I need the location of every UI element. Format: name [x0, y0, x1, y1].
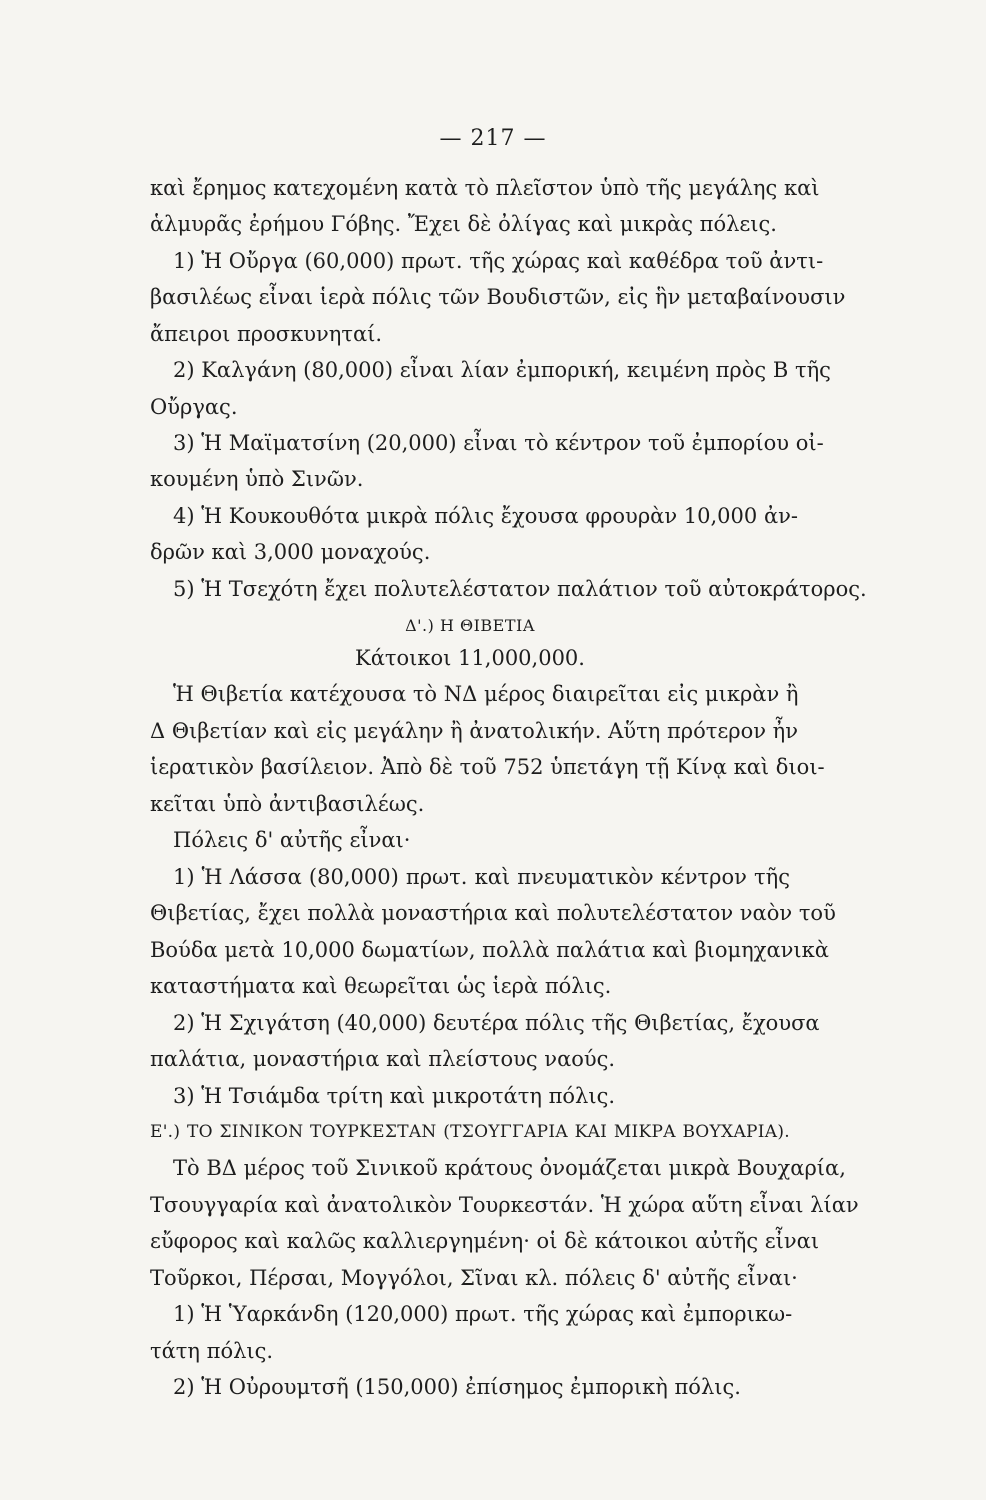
page-number: — 217 — [439, 126, 547, 151]
text-line: 4) Ἡ Κουκουθότα μικρὰ πόλις ἔχουσα φρουρὰν 10,000 ἀν- [173, 504, 798, 528]
population-line: Κάτοικοι 11,000,000. [355, 646, 585, 670]
text-line: 3) Ἡ Μαϊματσίνη (20,000) εἶναι τὸ κέντρον τοῦ ἐμπορίου οἰ- [173, 431, 824, 455]
text-line: ἄπειροι προσκυνηταί. [150, 322, 383, 346]
section-heading-tibet: Δ'.) Η ΘΙΒΕΤΙΑ [405, 616, 535, 635]
text-line: Τοῦρκοι, Πέρσαι, Μογγόλοι, Σῖναι κλ. πόλεις δ' αὐτῆς εἶναι· [150, 1266, 798, 1290]
text-line: 2) Ἡ Σχιγάτση (40,000) δευτέρα πόλις τῆς Θιβετίας, ἔχουσα [173, 1011, 820, 1035]
text-line: παλάτια, μοναστήρια καὶ πλείστους ναούς. [150, 1047, 616, 1071]
text-line: 5) Ἡ Τσεχότη ἔχει πολυτελέστατον παλάτιον τοῦ αὐτοκράτορος. [173, 577, 867, 601]
text-line: ἁλμυρᾶς ἐρήμου Γόβης. Ἔχει δὲ ὀλίγας καὶ μικρὰς πόλεις. [150, 212, 777, 236]
text-line: 2) Ἡ Οὐρουμτσῆ (150,000) ἐπίσημος ἐμπορικὴ πόλις. [173, 1375, 741, 1399]
text-line: εὔφορος καὶ καλῶς καλλιεργημένη· οἱ δὲ κάτοικοι αὐτῆς εἶναι [150, 1229, 820, 1253]
text-line: Ἡ Θιβετία κατέχουσα τὸ ΝΔ μέρος διαιρεῖται εἰς μικρὰν ἢ [173, 682, 799, 706]
text-line: καὶ ἔρημος κατεχομένη κατὰ τὸ πλεῖστον ὑπὸ τῆς μεγάλης καὶ [150, 176, 820, 200]
text-line: δρῶν καὶ 3,000 μοναχούς. [150, 540, 431, 564]
text-line: καταστήματα καὶ θεωρεῖται ὡς ἱερὰ πόλις. [150, 974, 612, 998]
text-line: Οὔργας. [150, 395, 238, 419]
section-heading-turkestan: Ε'.) ΤΟ ΣΙΝΙΚΟΝ ΤΟΥΡΚΕΣΤΑΝ (ΤΣΟΥΓΓΑΡΙΑ ΚΑΙ ΜΙΚΡΑ ΒΟΥΧΑΡΙΑ). [150, 1122, 790, 1142]
text-line: 2) Καλγάνη (80,000) εἶναι λίαν ἐμπορική, κειμένη πρὸς Β τῆς [173, 358, 831, 382]
text-line: Τσουγγαρία καὶ ἀνατολικὸν Τουρκεστάν. Ἡ χώρα αὕτη εἶναι λίαν [150, 1193, 859, 1217]
text-line: 1) Ἡ Λάσσα (80,000) πρωτ. καὶ πνευματικὸν κέντρον τῆς [173, 865, 790, 889]
text-line: Βούδα μετὰ 10,000 δωματίων, πολλὰ παλάτια καὶ βιομηχανικὰ [150, 938, 829, 962]
text-line: βασιλέως εἶναι ἱερὰ πόλις τῶν Βουδιστῶν, εἰς ἣν μεταβαίνουσιν [150, 285, 846, 309]
text-line: Πόλεις δ' αὐτῆς εἶναι· [173, 828, 411, 852]
text-line: Δ Θιβετίαν καὶ εἰς μεγάλην ἢ ἀνατολικήν. Αὕτη πρότερον ἦν [150, 719, 799, 743]
text-line: ἱερατικὸν βασίλειον. Ἀπὸ δὲ τοῦ 752 ὑπετάγη τῇ Κίνᾳ καὶ διοι- [150, 755, 825, 779]
text-line: 1) Ἡ Ὑαρκάνδη (120,000) πρωτ. τῆς χώρας καὶ ἐμπορικω- [173, 1302, 793, 1326]
text-line: κουμένη ὑπὸ Σινῶν. [150, 467, 364, 491]
text-line: κεῖται ὑπὸ ἀντιβασιλέως. [150, 792, 425, 816]
text-line: Τὸ ΒΔ μέρος τοῦ Σινικοῦ κράτους ὀνομάζεται μικρὰ Βουχαρία, [173, 1156, 846, 1180]
text-line: τάτη πόλις. [150, 1339, 274, 1363]
text-line: Θιβετίας, ἔχει πολλὰ μοναστήρια καὶ πολυτελέστατον ναὸν τοῦ [150, 901, 836, 925]
text-line: 1) Ἡ Οὔργα (60,000) πρωτ. τῆς χώρας καὶ καθέδρα τοῦ ἀντι- [173, 249, 824, 273]
text-line: 3) Ἡ Τσιάμδα τρίτη καὶ μικροτάτη πόλις. [173, 1084, 616, 1108]
